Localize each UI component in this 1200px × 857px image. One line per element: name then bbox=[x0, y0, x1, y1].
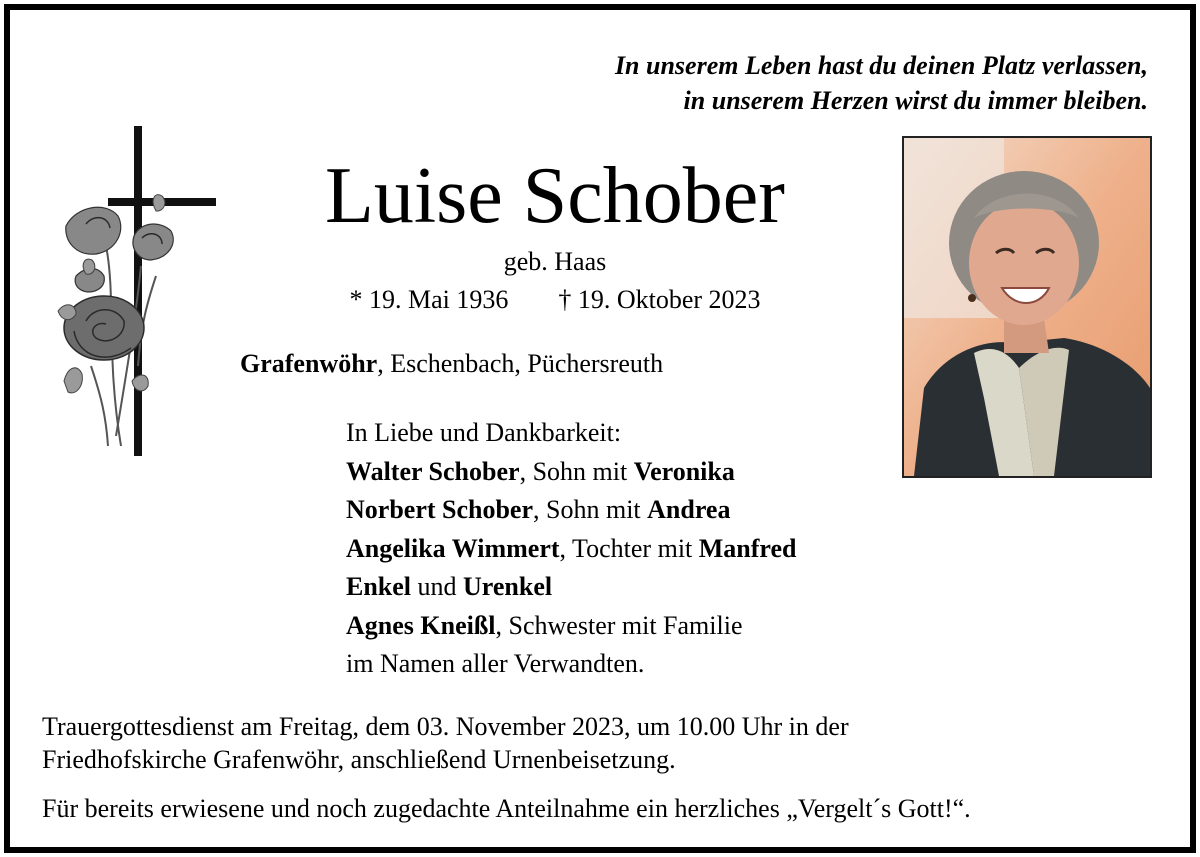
mourner-relation: , Sohn mit bbox=[519, 456, 634, 486]
mourner-row bbox=[346, 530, 797, 569]
mourner-name: Agnes Kneißl bbox=[346, 610, 496, 640]
place-main: Grafenwöhr bbox=[240, 349, 378, 378]
mourner-partner: Manfred bbox=[698, 533, 797, 563]
maiden-name: geb. Haas bbox=[503, 247, 607, 276]
motto bbox=[615, 48, 1148, 118]
mourner-partner: Andrea bbox=[647, 495, 731, 524]
mourner-name: Walter Schober bbox=[346, 456, 520, 486]
service-line-2: Friedhofskirche Grafenwöhr, anschließend Urnenbeisetzung. bbox=[42, 745, 676, 774]
mourner-row bbox=[346, 607, 797, 646]
mourner-relation: , Sohn mit bbox=[533, 495, 648, 524]
mourner-name: Angelika Wimmert bbox=[346, 533, 560, 563]
service-info bbox=[42, 710, 849, 776]
place-others: , Eschenbach, Püchersreuth bbox=[377, 349, 664, 378]
mourners-list bbox=[346, 414, 797, 684]
mourner-name: Enkel bbox=[346, 572, 412, 601]
portrait-photo bbox=[902, 136, 1152, 478]
motto-line-2: in unserem Herzen wirst du immer bleiben. bbox=[683, 86, 1148, 115]
places bbox=[240, 348, 663, 380]
mourner-row bbox=[346, 491, 797, 530]
birth-date: * 19. Mai 1936 bbox=[349, 285, 509, 314]
portrait-illustration bbox=[904, 138, 1150, 476]
death-date: † 19. Oktober 2023 bbox=[558, 285, 761, 314]
mourner-row bbox=[346, 568, 797, 607]
mourner-name: Norbert Schober bbox=[346, 495, 534, 524]
mourner-partner: Veronika bbox=[633, 456, 735, 486]
mourner-relation: , Schwester mit Familie bbox=[495, 610, 743, 640]
mourners-intro: In Liebe und Dankbarkeit: bbox=[346, 418, 622, 447]
obituary-notice bbox=[4, 4, 1196, 853]
mourner-relation: , Tochter mit bbox=[559, 533, 699, 563]
deceased-name: Luise Schober bbox=[325, 152, 785, 240]
mourner-relation: und bbox=[411, 572, 464, 601]
mourner-row bbox=[346, 453, 797, 492]
motto-line-1: In unserem Leben hast du deinen Platz verlassen, bbox=[614, 51, 1148, 80]
mourner-partner: Urenkel bbox=[463, 572, 553, 601]
mourners-closing: im Namen aller Verwandten. bbox=[346, 649, 645, 678]
service-line-1: Trauergottesdienst am Freitag, dem 03. November 2023, um 10.00 Uhr in der bbox=[42, 712, 849, 741]
thanks-line: Für bereits erwiesene und noch zugedachte Anteilnahme ein herzliches „Vergelt´s Gott!“. bbox=[42, 794, 971, 823]
